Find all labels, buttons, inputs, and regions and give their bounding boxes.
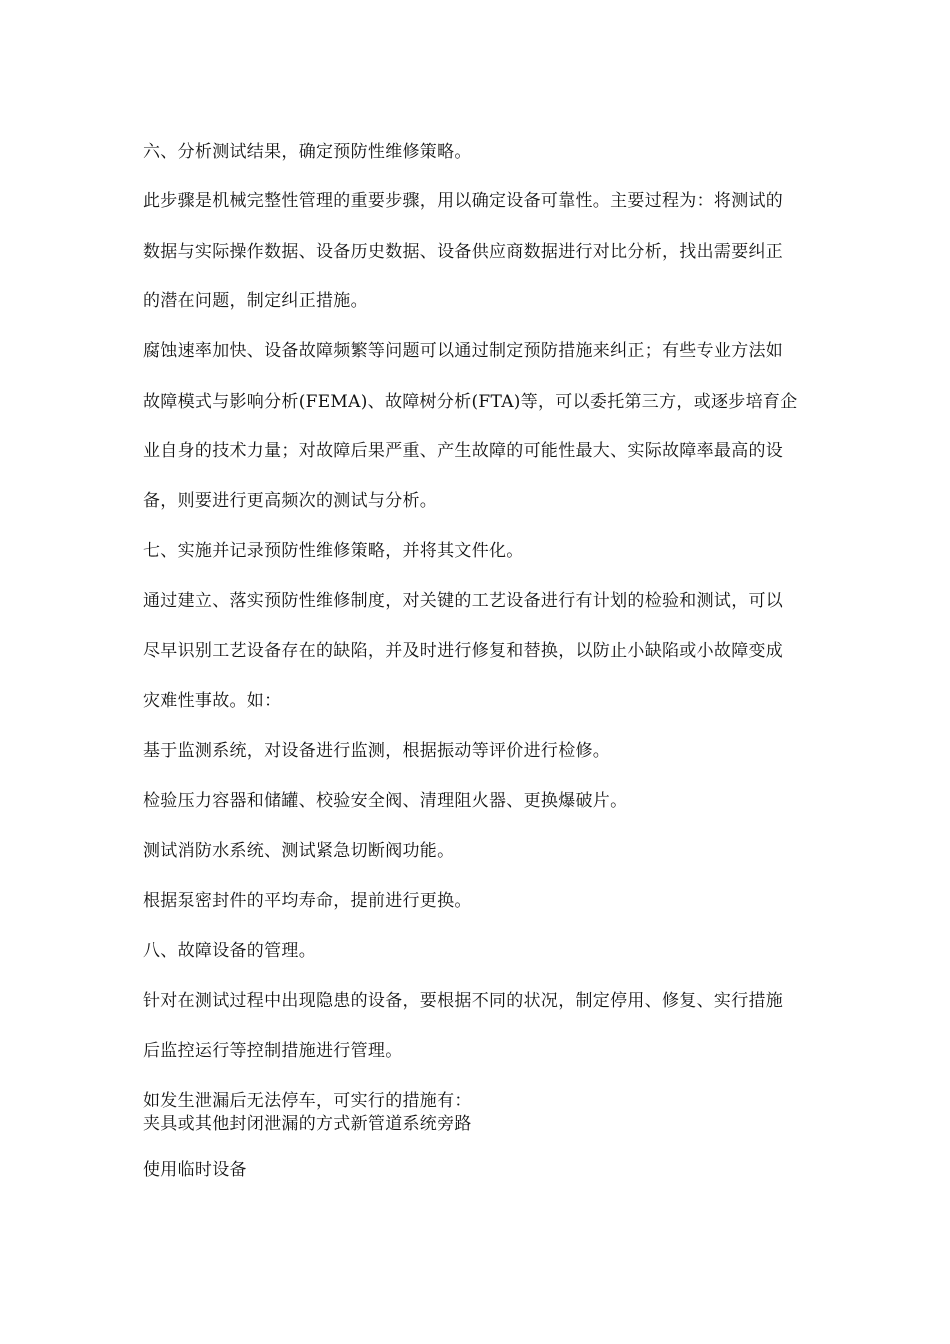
list-item: 检验压力容器和储罐、校验安全阀、清理阻火器、更换爆破片。 — [143, 791, 628, 811]
paragraph-line: 使用临时设备 — [143, 1160, 247, 1180]
paragraph-line: 后监控运行等控制措施进行管理。 — [143, 1041, 403, 1061]
paragraph-line: 通过建立、落实预防性维修制度，对关键的工艺设备进行有计划的检验和测试，可以 — [143, 591, 784, 611]
paragraph-line: 尽早识别工艺设备存在的缺陷，并及时进行修复和替换，以防止小缺陷或小故障变成 — [143, 641, 784, 661]
paragraph-line: 的潜在问题，制定纠正措施。 — [143, 291, 368, 311]
list-item: 测试消防水系统、测试紧急切断阀功能。 — [143, 841, 455, 861]
paragraph-line: 备，则要进行更高频次的测试与分析。 — [143, 491, 438, 511]
paragraph-line: 业自身的技术力量；对故障后果严重、产生故障的可能性最大、实际故障率最高的设 — [143, 441, 784, 461]
heading-section-8: 八、故障设备的管理。 — [143, 941, 316, 961]
list-item: 根据泵密封件的平均寿命，提前进行更换。 — [143, 891, 472, 911]
paragraph-line: 灾难性事故。如： — [143, 691, 282, 711]
heading-section-7: 七、实施并记录预防性维修策略，并将其文件化。 — [143, 541, 524, 561]
paragraph-line: 腐蚀速率加快、设备故障频繁等问题可以通过制定预防措施来纠正；有些专业方法如 — [143, 341, 784, 361]
paragraph-line: 夹具或其他封闭泄漏的方式新管道系统旁路 — [143, 1114, 472, 1134]
heading-section-6: 六、分析测试结果，确定预防性维修策略。 — [143, 142, 472, 162]
list-item: 基于监测系统，对设备进行监测，根据振动等评价进行检修。 — [143, 741, 611, 761]
paragraph-line: 此步骤是机械完整性管理的重要步骤，用以确定设备可靠性。主要过程为：将测试的 — [143, 191, 784, 211]
paragraph-line: 故障模式与影响分析(FEMA)、故障树分析(FTA)等，可以委托第三方，或逐步培育企 — [143, 392, 798, 412]
paragraph-line: 如发生泄漏后无法停车，可实行的措施有： — [143, 1091, 472, 1111]
paragraph-line: 针对在测试过程中出现隐患的设备，要根据不同的状况，制定停用、修复、实行措施 — [143, 991, 784, 1011]
paragraph-line: 数据与实际操作数据、设备历史数据、设备供应商数据进行对比分析，找出需要纠正 — [143, 242, 784, 262]
